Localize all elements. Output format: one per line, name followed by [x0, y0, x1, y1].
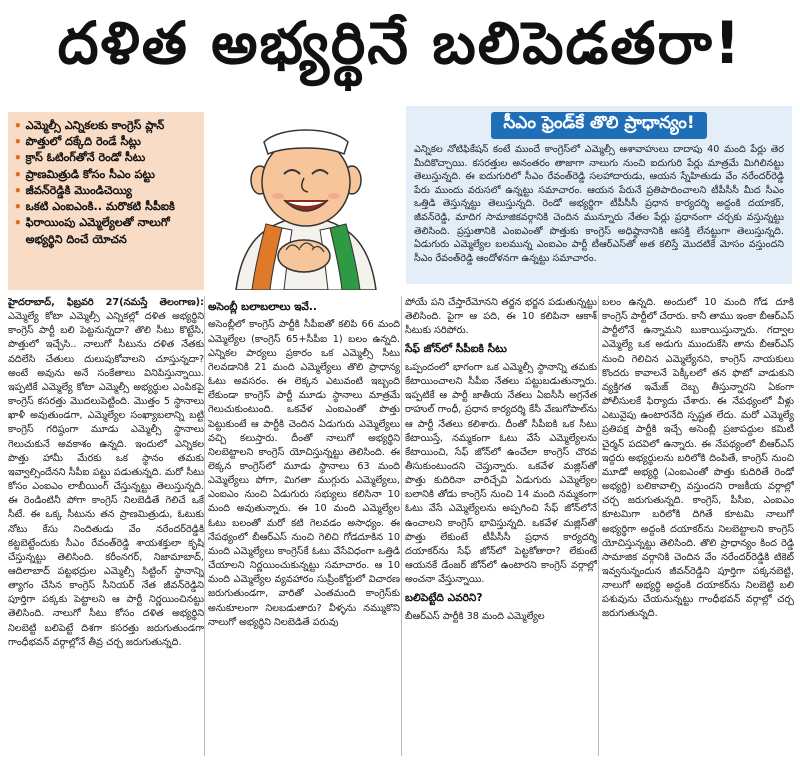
- article-paragraph: బలం ఉన్నది. అందులో 10 మంది గోడ దూకి కాంగ్రెస్ పార్టీలో చేరారు. కానీ తాము ఇంకా బీఆర్‌ఎస్ పార్టీలోనే ఉన్నామని బుకాయిస్తున్నారు. గద్వాల ఎమ్మెల్యే ఒక అడుగు ముందుకేసి తాను బీఆర్‌ఎస్ నుంచి గెలిచిన ఎమ్మెల్యేనని, కాంగ్రెస్ నాయకులు కొందరు కావాలనే పెక్కీలలో తన ఫొటో వాడుకుని వ్యక్తిగత ఇమేజ్ దెబ్బ తీస్తున్నారని ఏకంగా పోలీసులకే ఫిర్యాదు చేశారు. ఈ నేపథ్యంలో వీళ్లు ఎటువైపు ఉంటారనేది స్పష్టత లేదు. మరో ఎమ్మెల్యే ప్రతిపక్ష పార్టీకి ఇచ్చే అసెంబ్లీ ప్రజాపద్దుల కమిటీ చైర్మన్ పదవిలో ఉన్నారు. ఈ నేపథ్యంలో బీఆర్‌ఎస్ ఇద్దరు అభ్యర్థులను బరిలోకి దింపితే, కాంగ్రెస్ నుంచి మూడో అభ్యర్థి (ఎంఐఎంతో పొత్తు కుదిరితే రెండో అభ్యర్థి) బలికావాల్సి వస్తుందని రాజకీయ వర్గాల్లో చర్చ జరుగుతున్నది. కాంగ్రెస్, పీసీఐ, ఎంఐఎం కూటమిగా బరిలోకి దిగితే కూటమి నాలుగో అభ్యర్థిగా అద్దంకి దయాకర్‌ను నిలబెట్టాలని కాంగ్రెస్ యోచిస్తున్నట్టు తెలిసింది. తొలి ప్రాధాన్యం కింద రెడ్డి సామాజిక వర్గానికి చెందిన వేం నరేందర్‌రెడ్డికి టికెట్ ఇవ్వనున్నందున జీవన్‌రెడ్డిని పూర్తిగా పక్కనబెట్టి, నాలుగో అభ్యర్థి అద్దంకి దయాకర్‌ను నిలబెట్టి బలి పశువును చేయనున్నట్టు గాంధీభవన్ వర్గాల్లో చర్చ జరుగుతున్నది.: [602, 297, 794, 620]
- bullet-item: [14, 150, 198, 166]
- bullet-icon: •: [14, 216, 22, 231]
- subhead: అసెంబ్లీ బలాబలాలు ఇవే..: [208, 301, 317, 313]
- bullet-icon: •: [14, 151, 22, 166]
- article-paragraph: ఒప్పందంలో భాగంగా ఒక ఎమ్మెల్సీ స్థానాన్ని తమకు కేటాయించాలని సీపీఐ నేతలు పట్టుబడుతున్నారు. ఇప్పటికే ఆ పార్టీ జాతీయ నేతలు ఏఐసీసీ అగ్రనేత రాహుల్ గాంధీ, ప్రధాన కార్యదర్శి కేసీ వేణుగోపాల్‌ను ఆ పార్టీ నేతలు కలిశారు. దీంతో సీపీఐకి ఒక సీటు కేటాయిస్తే, నమ్మకంగా ఓటు వేసే ఎమ్మెల్యేలను కేటాయించి, సేఫ్ జోన్‌లో ఉంచేలా కాంగ్రెస్ చొరవ తీసుకుంటుందని చెప్తున్నారు. ఒకవేళ మజ్లిస్‌తో పొత్తు కుదిరినా వారిచ్చేవి ఏడుగురు ఎమ్మెల్యేల బలానికి తోడు కాంగ్రెస్ నుంచి 14 మంది నమ్మకంగా ఓటు వేసే ఎమ్మెల్యేలను అప్పగించి సేఫ్ జోన్‌లోనే ఉంచాలని కాంగ్రెస్ భావిస్తున్నది. ఒకవేళ మజ్లిస్‌తో పొత్తు లేకుంటే టీపీసీసీ ప్రధాన కార్యదర్శి దయాకర్‌ను సేఫ్ జోన్‌లో పెట్టకోతారా? లేకుంటే ఆయనకే డేంజర్ జోన్‌లో ఉంటారని కాంగ్రెస్ వర్గాల్లో అంచనా వేస్తున్నాయి.: [405, 361, 597, 586]
- bullet-text: ఒకటి ఎంఐఎంకి.. మరొకటి సీపీఐకి: [25, 200, 175, 214]
- bullet-text: ఎమ్మెల్సీ ఎన్నికలకు కాంగ్రెస్ ప్లాన్: [25, 119, 165, 132]
- highlight-title: [414, 112, 784, 139]
- article-column-3: [405, 296, 597, 756]
- politician-cartoon-icon: [208, 104, 404, 290]
- bullet-text: ఫిరాయింపు ఎమ్మెల్యేలతో నాలుగో అభ్యర్థిని దించే యోచన: [25, 216, 170, 246]
- bullet-text: జీవన్‌రెడ్డికి మొండిచెయ్యి: [25, 183, 132, 197]
- bullet-text: క్రాస్ ఓటింగ్‌తోనే రెండో సీటు: [25, 151, 146, 165]
- dateline: హైదరాబాద్, ఫిబ్రవరి 27(నమస్తే తెలంగాణ):: [8, 297, 204, 308]
- bullet-icon: •: [14, 183, 22, 198]
- article-paragraph: పోయే పని చేస్తారేమోనని తర్జన భర్జన పడుతున్నట్టు తెలిసింది. పైగా ఆ పది, ఈ 10 కలిపినా ఆకాశ్ సీటుకు సరిపోరు.: [405, 297, 597, 337]
- subhead: బలిపెట్టేది ఎవరిని?: [405, 592, 483, 605]
- subhead: సేఫ్ జోన్‌లో సీపీఐకి సీటు: [405, 343, 507, 356]
- bullet-item: [14, 134, 198, 150]
- bullet-text: ప్రాణమిత్రుడి కోసం సీఎం పట్టు: [25, 167, 155, 181]
- article-column-1: [8, 296, 204, 756]
- article-column-4: [602, 296, 794, 756]
- bullet-icon: •: [14, 135, 22, 150]
- column-divider: [598, 296, 599, 756]
- column-divider: [204, 296, 205, 756]
- bullet-item: [14, 167, 198, 183]
- highlight-box: [406, 106, 792, 284]
- article-paragraph: అసెంబ్లీలో కాంగ్రెస్ పార్టీకి సీపీఐతో కలిపి 66 మంది ఎమ్మెల్యేల (కాంగ్రెస్ 65+సీపీఐ 1) బలం ఉన్నది. ఎన్నికల పార్యలు ప్రకారం ఒక ఎమ్మెల్సీ సీటు గెలవడానికి 21 మంది ఎమ్మెల్యేలు తొలి ప్రాధాన్య ఓటు అవసరం. ఈ లెక్కన ఎటువంటి ఇబ్బంది లేకుండా కాంగ్రెస్ పార్టీ మూడు స్థానాలు మాత్రమే గెలుచుకుంటుంది. ఒకవేళ ఎంఐఎంతో పొత్తు పెట్టుకుంటే ఆ పార్టీకి చెందిన ఏడుగురు ఎమ్మెల్యేలు వచ్చి కలుస్తారు. దీంతో నాలుగో అభ్యర్థిని నిలబెట్టాలని కాంగ్రెస్ యోచిస్తున్నట్టు తెలిసింది. ఈ లెక్కన కాంగ్రెస్‌లో మూడు స్థానాలు 63 మంది ఎమ్మెల్యేలు పోగా, మిగతా ముగ్గురు ఎమ్మెల్యేలు, ఎంఐఎం నుంచి ఏడుగురు సభ్యులు కలిసినా 10 మంది అవుతున్నారు. ఈ 10 మంది ఎమ్మెల్యేల ఓటు బలంతో మరో కటి గెలవడం అసాధ్యం. ఈ నేపథ్యంలో బీఆర్‌ఎస్ నుంచి గెలిచి గోడదూకిన 10 మంది ఎమ్మెల్యేలు కాంగ్రెస్‌కే ఓటు వేసేవిధంగా ఒత్తిడి చేయాలని నిర్ణయించుకున్నట్టు సమాచారం. ఆ 10 మంది ఎమ్మెల్యేల వ్యవహారం సుప్రీంకోర్టులో విచారణ జరుగుతుండగా, వారితో ఎంతమంది కాంగ్రెస్‌కు అనుకూలంగా నిలబడుతారు? వీళ్ళను నమ్ముకొని నాలుగో అభ్యర్థిని నిలబెడితే పరువు: [208, 319, 400, 628]
- bullet-item: [14, 199, 198, 215]
- article-column-2: [208, 296, 400, 756]
- headline: దళిత అభ్యర్థినే బలిపెడతరా!: [57, 8, 743, 77]
- highlight-body: ఎన్నికల నోటిఫికేషన్ కంటే ముందే కాంగ్రెస్‌లో ఎమ్మెల్సీ ఆశావాహులు దాదాపు 40 మంది పేర్లు తెర మీదికొచ్చాయి. కసరత్తుల అనంతరం తాజాగా నాలుగు నుంచి ఐదుగురి పేర్లు మాత్రమే మిగిలినట్టు తెలుస్తున్నది. ఈ ఐదుగురిలో సీఎం రేవంత్‌రెడ్డి సలహాదారుడు, ఆయన స్నేహితుడు వేం నరేందర్‌రెడ్డి పేరు ముందు వరుసలో ఉన్నట్టు సమాచారం. ఆయన పేరునే ప్రతిపాదించాలని టీపీసీసీ మీద సీఎం ఒత్తిడి తెస్తున్నట్టు తెలుస్తున్నది. రెండో అభ్యర్థిగా టీపీసీసీ ప్రధాన కార్యదర్శి అద్దంకి దయాకర్, జీవన్‌రెడ్డి, మాదిగ సామాజికవర్గానికి చెందిన మున్నూరు నేతల పేర్లు ప్రధానంగా చర్చకు వస్తున్నట్టు తెలిసింది. ప్రస్తుతానికి ఎంఐఎంతో పొత్తుకు కాంగ్రెస్ అధిష్ఠానానికి ఆసక్తి లేనట్టుగా తెలుస్తున్నది. ఏడుగురు ఎమ్మెల్యేల బలమున్న ఎంఐఎం పార్టీ టీఆర్‌ఎస్‌తో అత కలిస్తే మొదటికే మోసం వస్తుందని సీఎం రేవంత్‌రెడ్డి ఆందోళనగా ఉన్నట్టు సమాచారం.: [414, 144, 784, 264]
- bullet-icon: •: [14, 119, 22, 133]
- bullet-text: పొత్తులో దక్కేది రెండే సీట్లు: [25, 135, 141, 149]
- article-paragraph: బీఆర్‌ఎస్ పార్టీకి 38 మంది ఎమ్మెల్యేల: [405, 610, 545, 622]
- summary-bullets: [8, 112, 204, 290]
- bullet-item: [14, 183, 198, 199]
- article-paragraph: ఎమ్మెల్యే కోటా ఎమ్మెల్సీ ఎన్నికల్లో దళిత అభ్యర్థిని కాంగ్రెస్ పార్టీ బలి పెట్టనున్నదా? తొలి సీటు కొట్టేసి, పొత్తులో ఇచ్చేసి.. నాలుగో సీటును దళిత నేతకు వదిలేసి చేతులు దులుపుకోవాలని చూస్తున్నదా? అంటే అవును అనే సంకేతాలు వినిపిస్తున్నాయి. ఇప్పటికే ఎమ్మెల్యే కోటా ఎమ్మెల్సీ అభ్యర్థుల ఎంపికపై కాంగ్రెస్ కసరత్తు మొదలుపెట్టింది. మొత్తం 5 స్థానాలు ఖాళీ అవుతుండగా, ఎమ్మెల్యేల సంఖ్యాబలాన్ని బట్టి కాంగ్రెస్ గరిష్ఠంగా మూడు ఎమ్మెల్సీ స్థానాలు గెలుచుకునే అవకాశం ఉన్నది. ఇందులో ఎన్నికల పొత్తు హామీ మేరకు ఒక స్థానం తమకు ఇవ్వాల్సిందేనని సీపీఐ పట్టు పడుతున్నది. మరో సీటు కోసం ఎంఐఎం లాబీయింగ్ చేస్తున్నట్టు తెలుస్తున్నది. ఈ రెండింటినీ పోగా కాంగ్రెస్ నిలబెడితే గెలిచే ఒకే సీటే. ఈ ఒక్క సీటును తన ప్రాణమిత్రుడు, ఓటుకు నోటు కేసు నిందితుడు వేం నరేందర్‌రెడ్డికి కట్టబెట్టేందుకు సీఎం రేవంత్‌రెడ్డి శాయశక్తులా కృషి చేస్తున్నట్టు తెలిసింది. కరీంనగర్, నిజామాబాద్, ఆదిలాబాద్ పట్టభద్రుల ఎమ్మెల్సీ సిట్టింగ్ స్థానాన్ని త్యాగం చేసిన కాంగ్రెస్ సీనియర్ నేత జీవన్‌రెడ్డిని పూర్తిగా పక్కకు పెట్టాలని ఆ పార్టీ నిర్ణయించినట్టు తెలిసింది. నాలుగో సీటు కోసం దళిత అభ్యర్థిని నిలబెట్టి బలిపెట్టే దిశగా కసరత్తు జరుగుతుండగా గాంధీభవన్ వర్గాల్లోనే తీవ్ర చర్చ జరుగుతున్నది.: [8, 311, 204, 648]
- bullet-icon: •: [14, 167, 22, 182]
- column-divider: [401, 296, 402, 756]
- bullet-icon: •: [14, 200, 22, 215]
- bullet-item: [14, 215, 198, 247]
- bullet-item: [14, 118, 198, 134]
- highlight-title-text: సీఎం ఫ్రెండ్‌కే తొలి ప్రాధాన్యం!: [491, 112, 706, 139]
